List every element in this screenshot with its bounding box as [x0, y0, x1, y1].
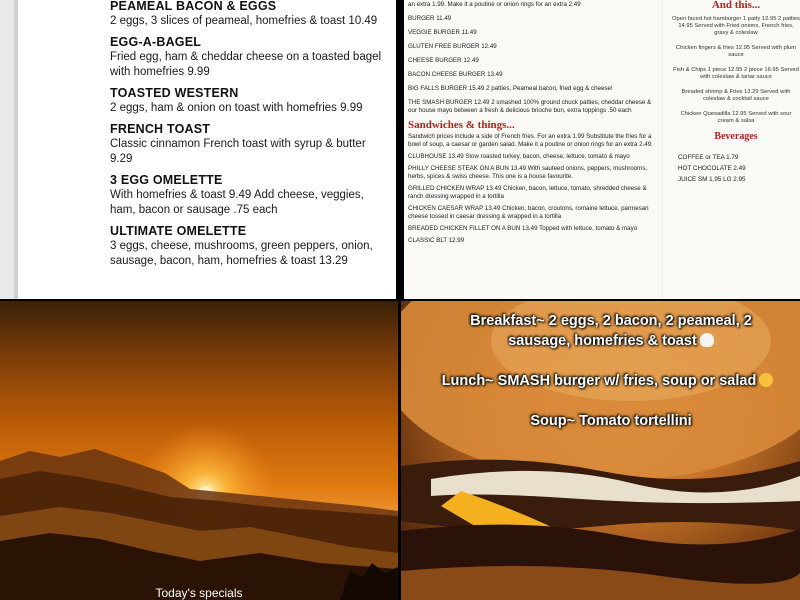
- menu-item-title: EGG-A-BAGEL: [110, 35, 202, 49]
- yum-face-icon: [759, 373, 773, 387]
- lunch-menu-photo: [404, 0, 800, 299]
- menu-item-desc: Fried egg, ham & cheddar cheese on a toasted bagel with homefries 9.99: [110, 51, 382, 78]
- menu-line: CHEESE BURGER 12.49: [408, 57, 479, 64]
- breakfast-menu-photo: [0, 0, 396, 299]
- menu-item: [110, 122, 390, 167]
- menu-item-title: 3 EGG OMELETTE: [110, 173, 223, 187]
- menu-item-desc: 3 eggs, cheese, mushrooms, green peppers, onion, sausage, bacon, ham, homefries & toast 13.29: [110, 240, 373, 267]
- menu-line: CLASSIC BLT 12.99: [408, 237, 465, 244]
- menu-item: [110, 0, 390, 29]
- menu-line: GRILLED CHICKEN WRAP 13.49 Chicken, bacon, lettuce, tomato, shredded cheese & ranch dressing wrapped in a tortilla: [408, 185, 647, 200]
- menu-line: CHICKEN CAESAR WRAP 13.49 Chicken, bacon, croutons, romaine lettuce, parmesan cheese tossed in caesar dressing & wrapped in a tortilla: [408, 205, 649, 220]
- side-item: Chicken fingers & fries 12.95 Served with plum sauce: [675, 45, 797, 58]
- menu-item: [110, 224, 390, 269]
- beverages-heading: Beverages: [714, 131, 758, 142]
- menu-item-title: TOASTED WESTERN: [110, 86, 239, 100]
- sandwiches-heading: Sandwiches & things...: [408, 119, 515, 131]
- lunch-special-text: Lunch~ SMASH burger w/ fries, soup or salad: [441, 373, 757, 389]
- soup-special: [481, 411, 741, 431]
- breakfast-special-text: Breakfast~ 2 eggs, 2 bacon, 2 peameal, 2 sausage, homefries & toast: [470, 313, 752, 349]
- sandwich-list: [408, 133, 658, 245]
- sandwich-intro: Sandwich prices include a side of French fries. For an extra 1.99 Substitute the fries for a bowl of soup, a caesar or garden salad. Make it a poutine or onion rings for an extra 2.49.: [408, 133, 653, 148]
- sunset-scene: [0, 301, 398, 600]
- white-heart-icon: [700, 333, 714, 347]
- menu-item-title: FRENCH TOAST: [110, 122, 211, 136]
- beverage-item: HOT CHOCOLATE 2.49: [678, 165, 746, 172]
- menu-line: CLUBHOUSE 13.49 Slow roasted turkey, bacon, cheese, lettuce, tomato & mayo: [408, 153, 630, 160]
- side-item: Breaded shrimp & Fries 13.29 Served with coleslaw & cocktail sauce: [681, 89, 791, 102]
- menu-item-desc: 2 eggs, ham & onion on toast with homefries 9.99: [110, 102, 363, 114]
- menu-line: PHILLY CHEESE STEAK ON A BUN 13.49 With sauteed onions, peppers, mushrooms, herbs, spices & swiss cheese. This one is a house favourite.: [408, 165, 648, 180]
- sunset-photo: [0, 301, 398, 600]
- breakfast-special: [441, 311, 781, 351]
- menu-intro: an extra 1.99. Make it a poutine or onion rings for an extra 2.49: [408, 1, 581, 8]
- beverage-item: JUICE SM 1.95 LG 2.95: [678, 176, 746, 183]
- breakfast-items: [110, 0, 390, 275]
- side-item: Fish & Chips 1 piece 12.95 2 piece 16.95 Served with coleslaw & tartar sauce: [673, 67, 799, 80]
- lunch-special: [415, 371, 800, 391]
- column-divider: [662, 0, 663, 299]
- side-item: Open faced hot hamburger 1 patty 12.95 2 patties 14.95 Served with Fried onions, French fries, gravy & coleslaw: [672, 16, 800, 36]
- side-column: [672, 0, 800, 185]
- menu-item-title: ULTIMATE OMELETTE: [110, 224, 247, 238]
- menu-item-desc: With homefries & toast 9.49 Add cheese, veggies, ham, bacon or sausage .75 each: [110, 189, 364, 216]
- menu-line: THE SMASH BURGER 12.49 2 smashed 100% ground chuck patties, cheddar cheese & our house mayo between a fresh & delicious brioche bun, extra toppings .50 each: [408, 99, 652, 114]
- menu-item-desc: 2 eggs, 3 slices of peameal, homefries & toast 10.49: [110, 15, 378, 27]
- side-item: Chicken Quesadilla 12.95 Served with sour cream & salsa: [680, 111, 792, 124]
- burger-and-sandwich-column: [408, 0, 658, 249]
- and-this-heading: And this...: [711, 0, 761, 11]
- menu-line: VEGGIE BURGER 11.49: [408, 29, 477, 36]
- page-edge: [0, 0, 14, 299]
- menu-item: [110, 86, 390, 116]
- specials-caption: Today's specials: [155, 586, 243, 600]
- menu-line: GLUTEN FREE BURGER 12.49: [408, 43, 497, 50]
- menu-item-desc: Classic cinnamon French toast with syrup & butter 9.29: [110, 138, 366, 165]
- beverage-item: COFFEE or TEA 1.79: [678, 154, 739, 161]
- menu-line: BACON CHEESE BURGER 13.49: [408, 71, 503, 78]
- burger-photo: [401, 301, 800, 600]
- menu-line: BIG FALLS BURGER 15.49 2 patties, Peameal bacon, fried egg & cheese!: [408, 85, 613, 92]
- menu-item: [110, 173, 390, 218]
- menu-line: BREADED CHICKEN FILLET ON A BUN 13.49 Topped with lettuce, tomato & mayo: [408, 225, 638, 232]
- menu-line: BURGER 11.49: [408, 15, 452, 22]
- soup-special-text: Soup~ Tomato tortellini: [530, 413, 692, 429]
- page-edge-shadow: [14, 0, 18, 299]
- menu-item: [110, 35, 390, 80]
- menu-item-title: PEAMEAL BACON & EGGS: [110, 0, 277, 13]
